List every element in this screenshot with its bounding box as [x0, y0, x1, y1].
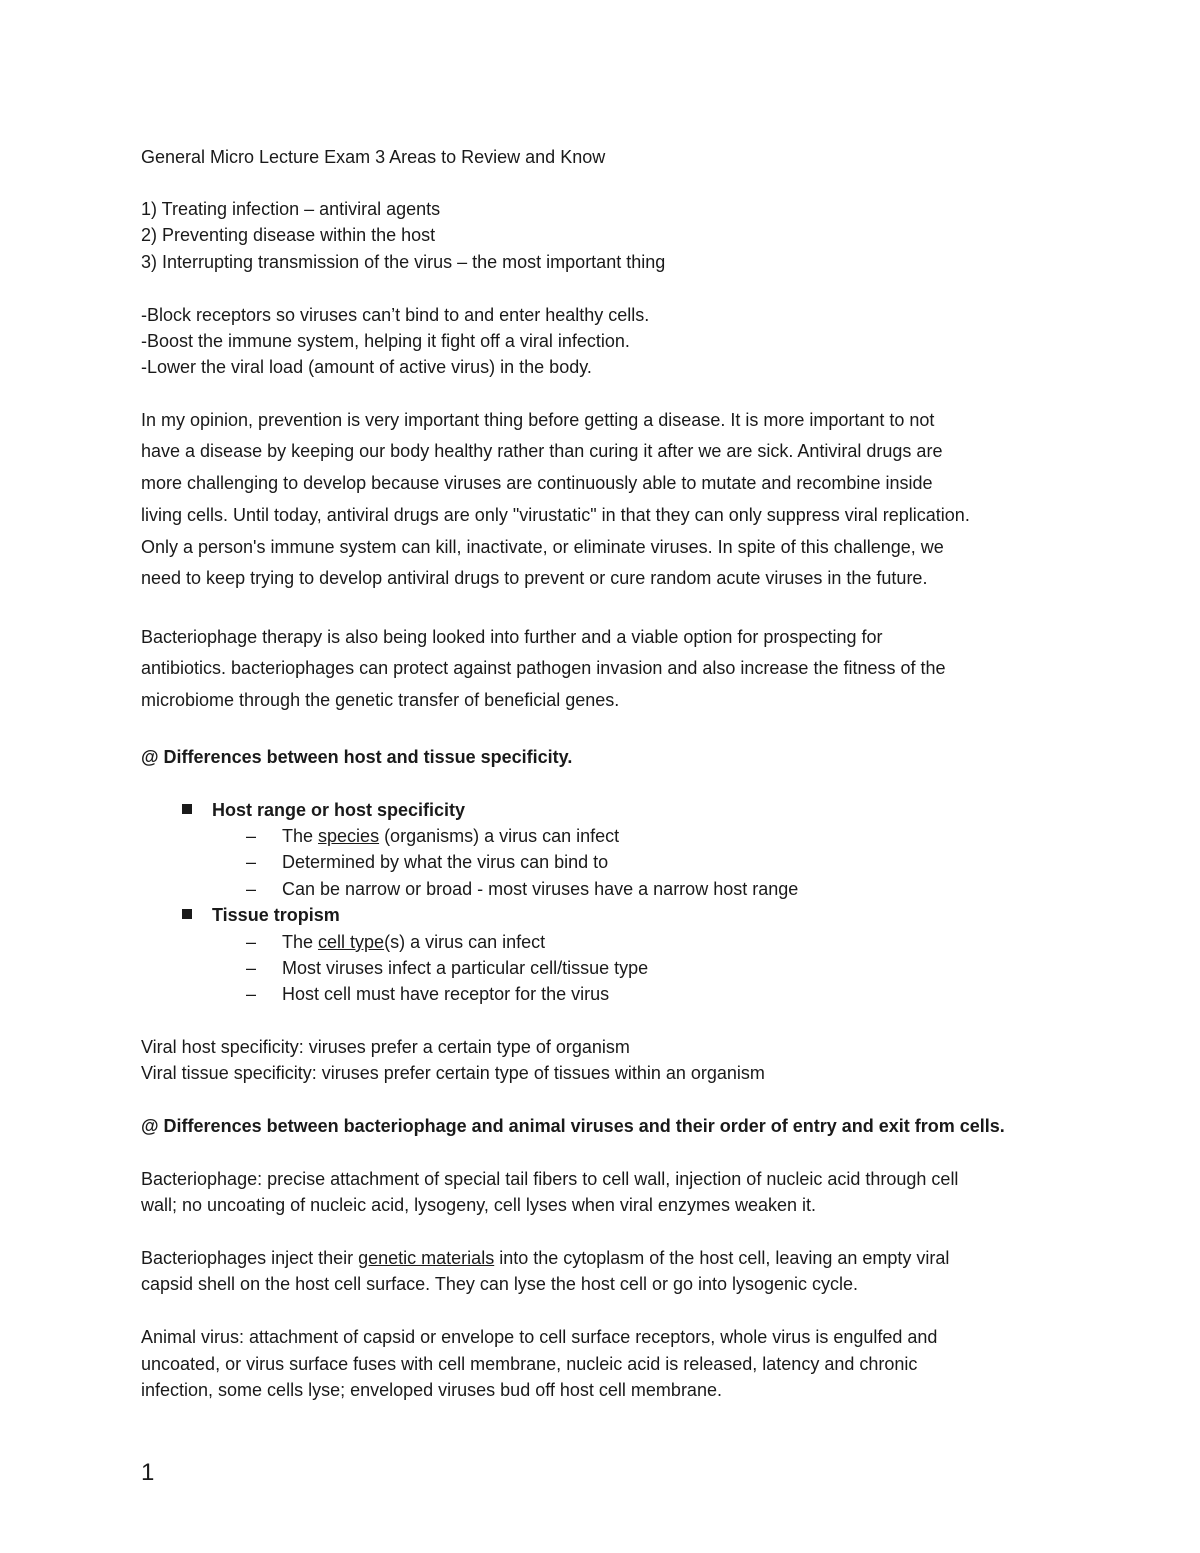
host-range-heading: Host range or host specificity: [212, 800, 466, 820]
host-range-item-1: The species (organisms) a virus can infect: [282, 826, 620, 846]
inject-line-1: Bacteriophages inject their genetic materials into the cytoplasm of the host cell, leaving an empty viral: [141, 1248, 950, 1268]
dash-item-2: -Boost the immune system, helping it fight off a viral infection.: [141, 331, 630, 351]
phage-line-2: antibiotics. bacteriophages can protect against pathogen invasion and also increase the fitness of the: [141, 658, 946, 678]
specificity-line-1: Viral host specificity: viruses prefer a certain type of organism: [141, 1037, 630, 1057]
dash-bullet-icon: –: [246, 826, 257, 846]
animal-line-2: uncoated, or virus surface fuses with cell membrane, nucleic acid is released, latency and chronic: [141, 1354, 918, 1374]
dash-bullet-icon: –: [246, 932, 257, 952]
numbered-item-1: 1) Treating infection – antiviral agents: [141, 199, 441, 219]
page-number: 1: [141, 1459, 155, 1486]
numbered-item-2: 2) Preventing disease within the host: [141, 225, 436, 245]
opinion-line-2: have a disease by keeping our body healthy rather than curing it after we are sick. Antiviral drugs are: [141, 441, 943, 461]
tissue-tropism-item-2: Most viruses infect a particular cell/tissue type: [282, 958, 649, 978]
bacteriophage-line-2: wall; no uncoating of nucleic acid, lysogeny, cell lyses when viral enzymes weaken it.: [141, 1195, 816, 1215]
opinion-line-3: more challenging to develop because viruses are continuously able to mutate and recombine inside: [141, 473, 933, 493]
tissue-tropism-heading: Tissue tropism: [212, 905, 340, 925]
section-heading-specificity: @ Differences between host and tissue specificity.: [141, 747, 573, 767]
dash-bullet-icon: –: [246, 958, 257, 978]
inject-line-2: capsid shell on the host cell surface. They can lyse the host cell or go into lysogenic cycle.: [141, 1274, 859, 1294]
host-range-item-3: Can be narrow or broad - most viruses have a narrow host range: [282, 879, 799, 899]
tissue-tropism-item-1: The cell type(s) a virus can infect: [282, 932, 546, 952]
dash-bullet-icon: –: [246, 984, 257, 1004]
dash-item-1: -Block receptors so viruses can’t bind to and enter healthy cells.: [141, 305, 650, 325]
tissue-tropism-item-3: Host cell must have receptor for the virus: [282, 984, 610, 1004]
dash-bullet-icon: –: [246, 852, 257, 872]
specificity-line-2: Viral tissue specificity: viruses prefer certain type of tissues within an organism: [141, 1063, 765, 1083]
opinion-line-4: living cells. Until today, antiviral drugs are only "virustatic" in that they can only suppress viral replication.: [141, 505, 970, 525]
opinion-line-5: Only a person's immune system can kill, inactivate, or eliminate viruses. In spite of this challenge, we: [141, 537, 944, 557]
animal-line-3: infection, some cells lyse; enveloped viruses bud off host cell membrane.: [141, 1380, 722, 1400]
dash-bullet-icon: –: [246, 879, 257, 899]
bacteriophage-line-1: Bacteriophage: precise attachment of special tail fibers to cell wall, injection of nucleic acid through cell: [141, 1169, 959, 1189]
phage-line-3: microbiome through the genetic transfer of beneficial genes.: [141, 690, 620, 710]
opinion-line-1: In my opinion, prevention is very important thing before getting a disease. It is more important to not: [141, 410, 935, 430]
document-title: General Micro Lecture Exam 3 Areas to Review and Know: [141, 147, 606, 167]
square-bullet-icon: [182, 909, 192, 919]
host-range-item-2: Determined by what the virus can bind to: [282, 852, 609, 872]
dash-item-3: -Lower the viral load (amount of active virus) in the body.: [141, 357, 592, 377]
phage-line-1: Bacteriophage therapy is also being looked into further and a viable option for prospecting for: [141, 627, 883, 647]
section-heading-entry-exit: @ Differences between bacteriophage and animal viruses and their order of entry and exit from cells.: [141, 1116, 1005, 1136]
opinion-line-6: need to keep trying to develop antiviral drugs to prevent or cure random acute viruses in the future.: [141, 568, 928, 588]
numbered-item-3: 3) Interrupting transmission of the virus – the most important thing: [141, 252, 666, 272]
animal-line-1: Animal virus: attachment of capsid or envelope to cell surface receptors, whole virus is engulfed and: [141, 1327, 938, 1347]
square-bullet-icon: [182, 804, 192, 814]
